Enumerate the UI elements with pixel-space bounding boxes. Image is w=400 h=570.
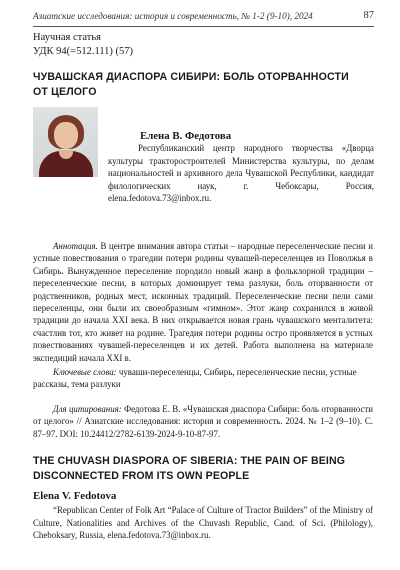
abstract-label: Аннотация. [53, 241, 98, 251]
author-name-en: Elena V. Fedotova [33, 490, 117, 502]
citation-label: Для цитирования: [53, 404, 122, 414]
photo-face [54, 122, 78, 149]
abstract [33, 240, 373, 364]
author-photo [33, 107, 98, 177]
keywords [33, 366, 373, 391]
citation-text: Федотова Е. В. «Чувашская диаспора Сибири: боль оторванности от целого» // Азиатские исследования: история и современность. 2024. № 1–2 (9–10). С. 87–97. DOI: 10.24412/2782-6139-2024-9-10-87-97. [33, 404, 374, 439]
abstract-text: В центре внимания автора статьи – народные переселенческие песни и устные повествования о трагедии потери родины чувашей-переселенцев из Поволжья в Сибирь. Вынужденное переселение породило новый жанр в фольклорной традиции – переселенческие песни, в которых доминирует тема разлуки, боль оторванности от родственников, родных мест, исконных традиций. Переселенческие песни пели сами переселенцы, они были их своеобразным «гимном». Этот жанр сохранился в живой традиции до начала XXI века. В них открывается новая грань чувашского менталитета: счастлив тот, кто живет на родине. Трагедия потери родины остро проявляется в устных повествованиях чувашей-переселенцев и их детей. Работа выполнена на материале экспедиций начала XXI в. [33, 241, 373, 363]
keywords-text: чуваши-переселенцы, Сибирь, переселенческие песни, устные рассказы, тема разлуки [33, 367, 357, 390]
udc-code: УДК 94(=512.111) (57) [33, 46, 134, 57]
header-rule [33, 26, 374, 27]
author-affiliation-ru: Республиканский центр народного творчества «Дворца культуры тракторостроителей Министерства культуры, по делам национальностей и архивного дела Чувашской Республики, кандидат филологических наук, г. Чебоксары, Россия, elena.fedotova.73@inbox.ru. [108, 143, 374, 204]
citation [33, 403, 373, 440]
author-name-ru: Елена В. Федотова [140, 130, 232, 142]
keywords-label: Ключевые слова: [53, 367, 117, 377]
author-affiliation-en: “Republican Center of Folk Art “Palace of Culture of Tractor Builders” of the Ministry of Culture, Nationalities and Archives of the Chuvash Republic, Cand. of Sci. (Philology), Cheboksary, Russia, elena.fedotova.73@inbox.ru. [33, 505, 373, 541]
article-type: Научная статья [33, 32, 101, 43]
page-number: 87 [363, 10, 374, 21]
article-title-en: THE CHUVASH DIASPORA OF SIBERIA: THE PAIN OF BEING DISCONNECTED FROM ITS OWN PEOPLE [33, 455, 346, 482]
running-head: Азиатские исследования: история и современность, № 1-2 (9-10), 2024 [33, 11, 313, 21]
article-title-ru: ЧУВАШСКАЯ ДИАСПОРА СИБИРИ: БОЛЬ ОТОРВАННОСТИ ОТ ЦЕЛОГО [33, 71, 349, 98]
